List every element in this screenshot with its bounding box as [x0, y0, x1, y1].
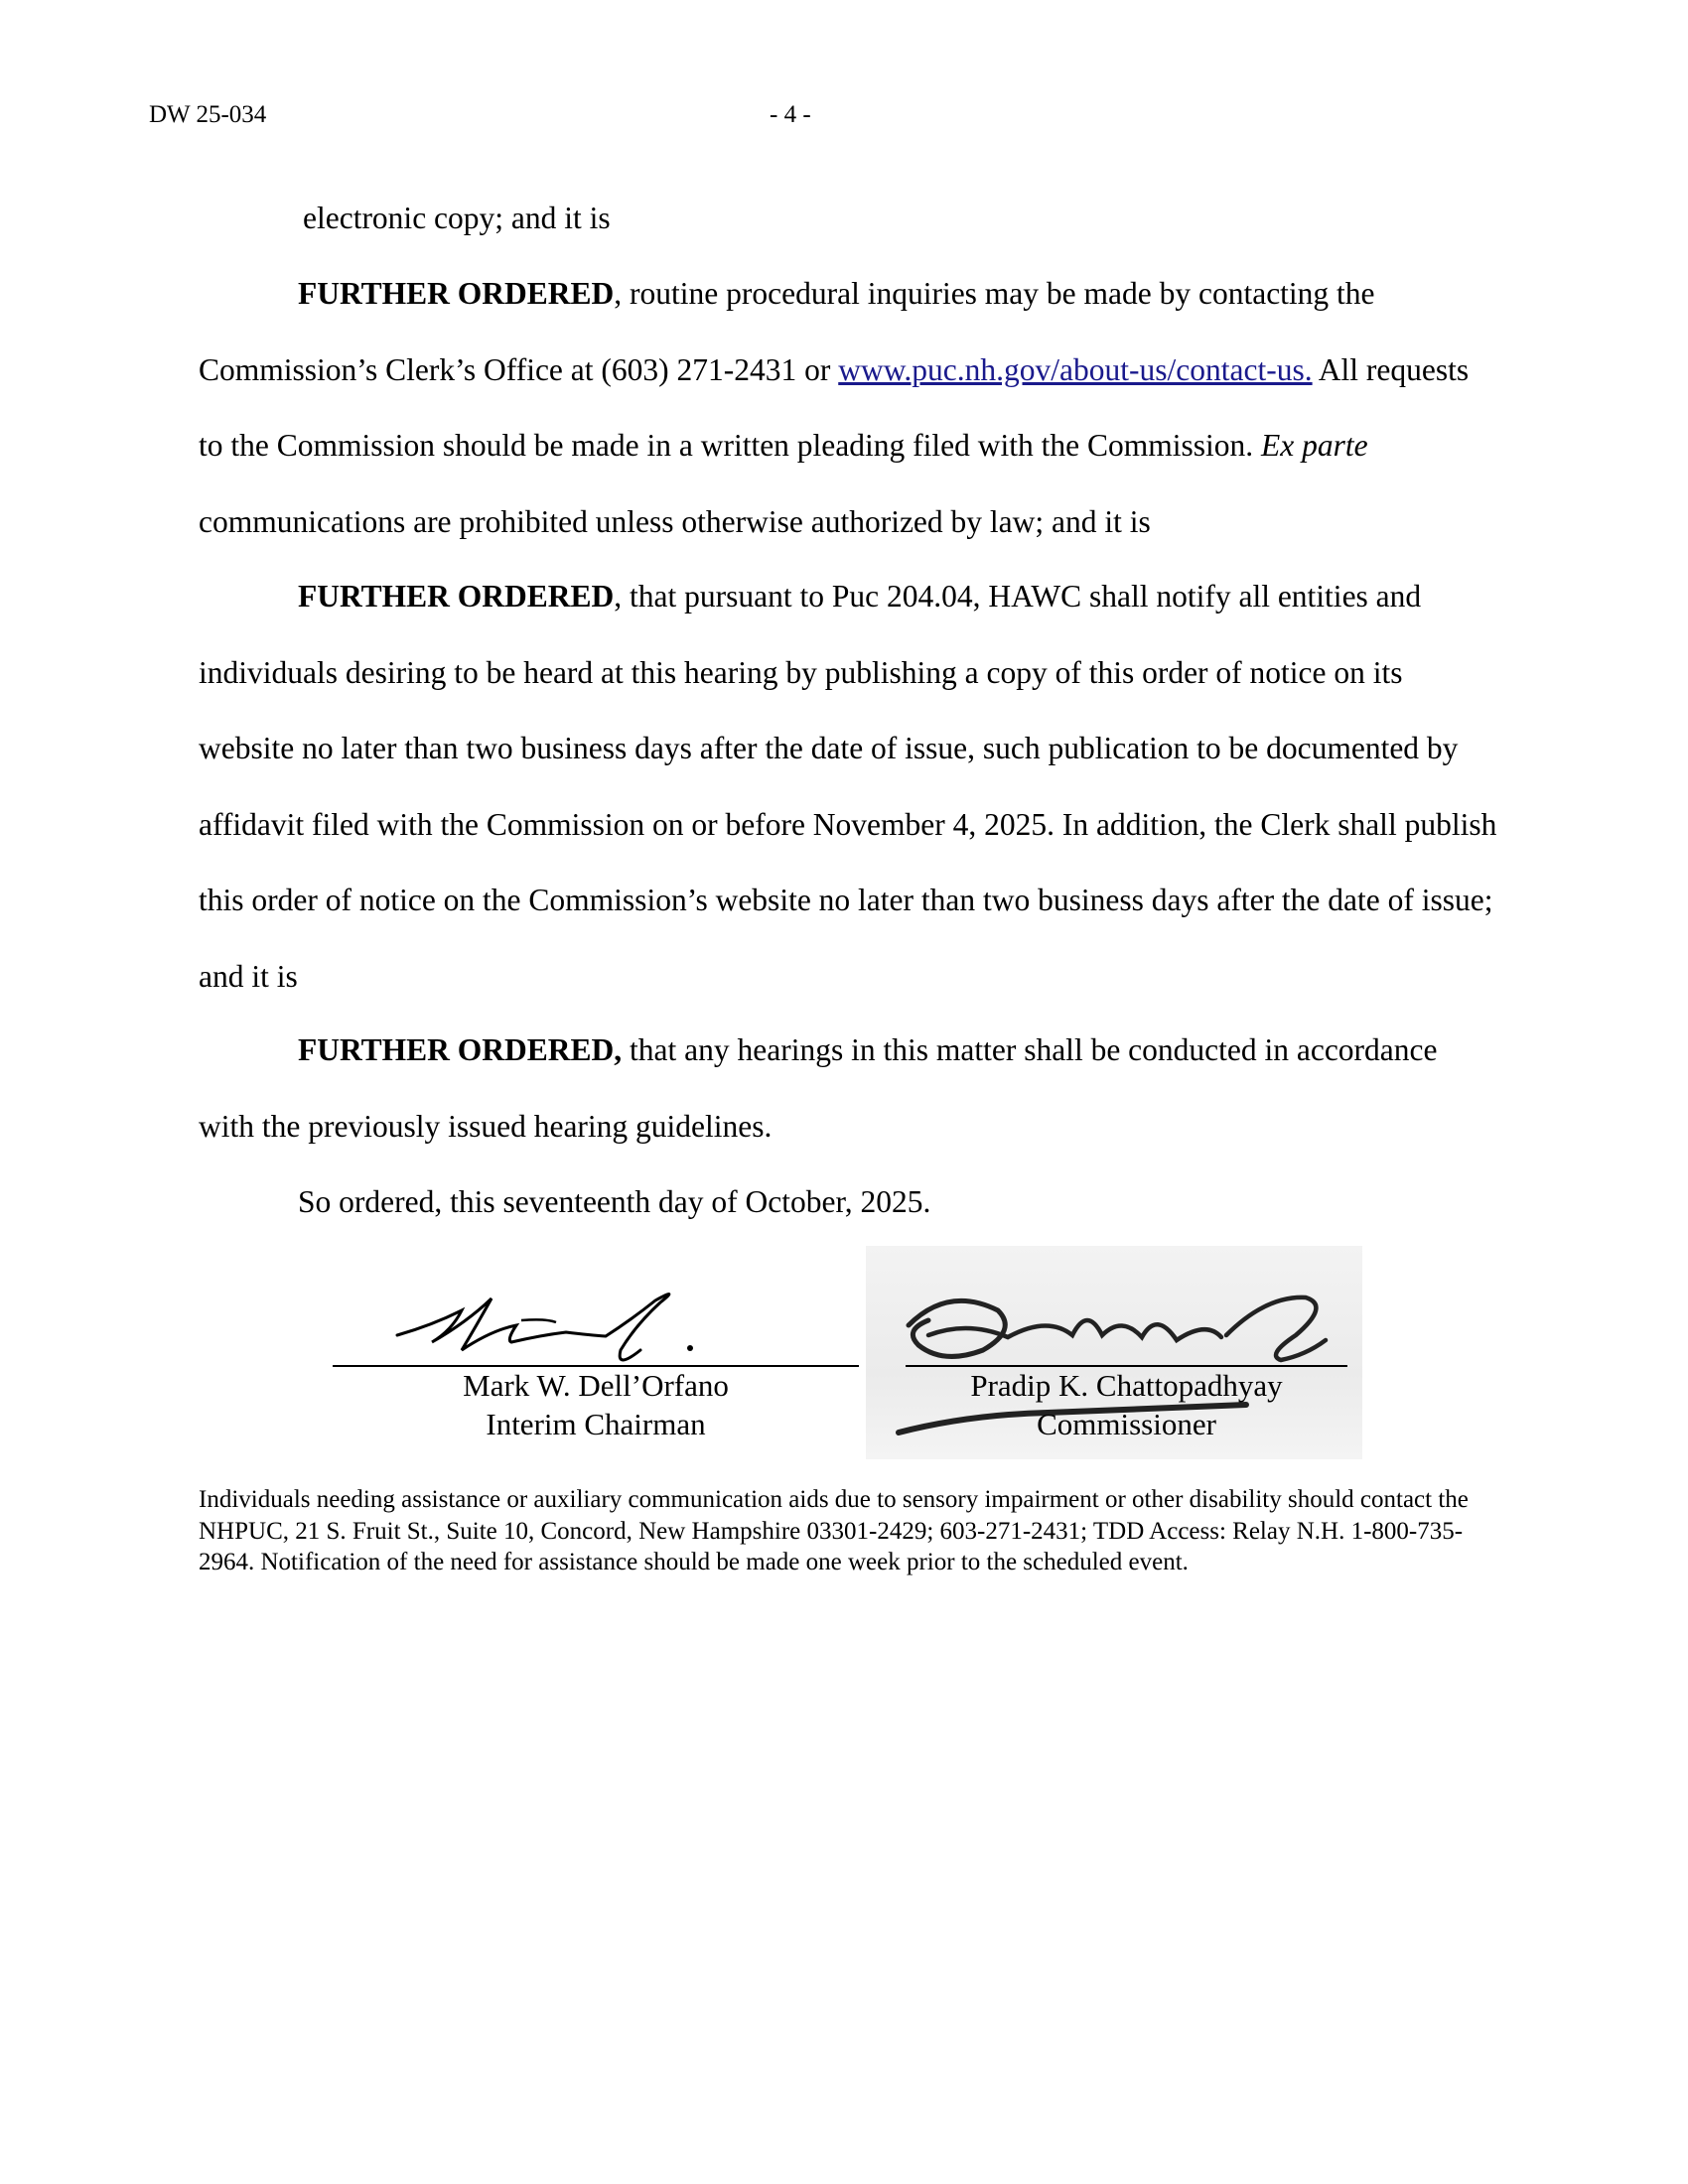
- paragraph-continuation: electronic copy; and it is: [303, 201, 611, 235]
- signatory-title-left: Interim Chairman: [486, 1407, 706, 1441]
- signatory-name-left: Mark W. Dell’Orfano: [463, 1368, 729, 1403]
- paragraph-text: All requests to the Commission should be made in a written pleading filed with the Commission.: [199, 351, 1470, 463]
- signatory-name-right: Pradip K. Chattopadhyay: [970, 1368, 1283, 1403]
- accessibility-notice: Individuals needing assistance or auxiliary communication aids due to sensory impairment or other disability should contact the NHPUC, 21 S. Fruit St., Suite 10, Concord, New Hampshire 03301-2429; 603-271-2431; TDD Access: Relay N.H. 1-800-735-2964. Notification of the need for assistance should be made one week prior to the scheduled event.: [199, 1486, 1469, 1575]
- paragraph-text: , that pursuant to Puc 204.04, HAWC shall notify all entities and individuals desiring to be heard at this hearing by publishing a copy of this order of notice on its website no later than two business days after the date of issue, such publication to be documented by affidavit filed with the Commission on or before November 4, 2025. In addition, the Clerk shall publish this order of notice on the Commission’s website no later than two business days after the date of issue; and it is: [199, 579, 1497, 994]
- paragraph-text: , routine procedural inquiries may be made by contacting the Commission’s Clerk’s Office at (603) 271-2431 or: [199, 276, 1375, 387]
- contact-link[interactable]: www.puc.nh.gov/about-us/contact-us.: [838, 351, 1313, 387]
- paragraph-text: communications are prohibited unless otherwise authorized by law; and it is: [199, 503, 1151, 539]
- further-ordered-heading: FURTHER ORDERED: [298, 276, 615, 311]
- further-ordered-heading: FURTHER ORDERED: [298, 579, 615, 614]
- so-ordered-line: [199, 1164, 1499, 1241]
- page-number: - 4 -: [770, 101, 811, 128]
- paragraph-inquiries: [199, 256, 1499, 560]
- paragraph-hearings: [199, 1013, 1499, 1164]
- signatory-title-right: Commissioner: [1037, 1407, 1216, 1441]
- paragraph-publication: [199, 559, 1499, 1015]
- so-ordered-text: So ordered, this seventeenth day of October, 2025.: [298, 1184, 931, 1219]
- further-ordered-heading: FURTHER ORDERED,: [298, 1032, 623, 1067]
- docket-number: DW 25-034: [149, 101, 267, 128]
- signature-image-left: [392, 1281, 829, 1380]
- paragraph-text: that any hearings in this matter shall be conducted in accordance with the previously issued hearing guidelines.: [199, 1032, 1438, 1144]
- ex-parte-term: Ex parte: [1261, 428, 1368, 463]
